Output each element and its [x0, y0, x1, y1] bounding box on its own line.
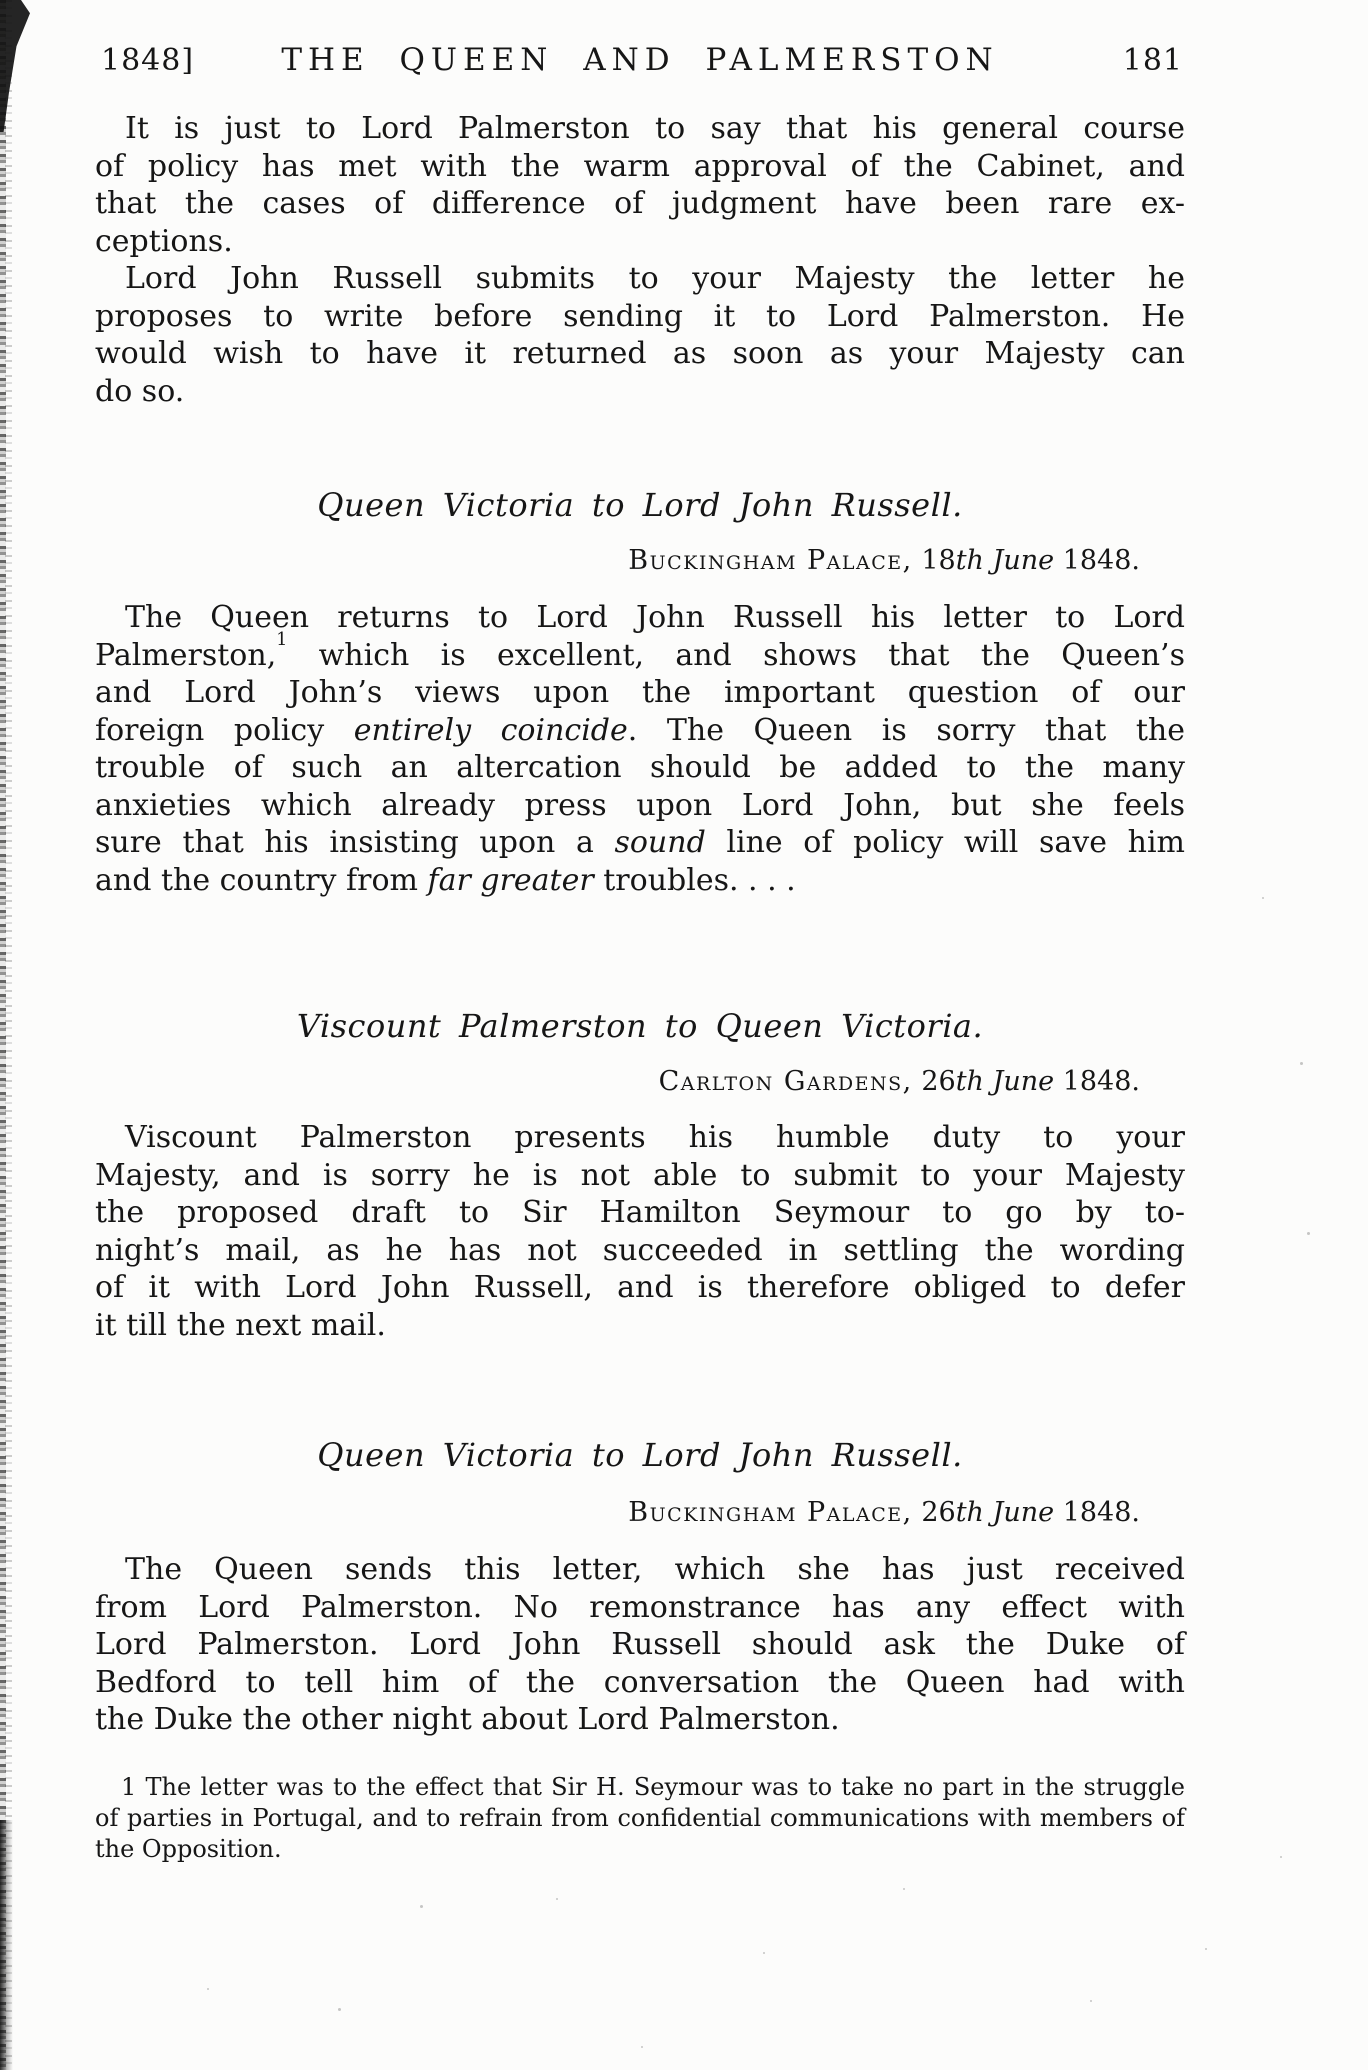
- scan-speckle: [1280, 1856, 1282, 1858]
- text-line: the Opposition.: [95, 1834, 282, 1863]
- text-line: the proposed draft to Sir Hamilton Seymour to go by to-: [95, 1195, 1185, 1230]
- text-line: It is just to Lord Palmerston to say that his general course: [125, 111, 1185, 146]
- letter-heading: Viscount Palmerston to Queen Victoria.: [296, 1007, 984, 1045]
- text-line: it till the next mail.: [95, 1307, 386, 1343]
- text-column: [95, 0, 1185, 1865]
- scan-corner-blot: [0, 0, 30, 132]
- scan-speckle: [207, 1988, 209, 1990]
- text-line: do so.: [95, 373, 185, 409]
- text-line: ceptions.: [95, 223, 233, 259]
- header-year: 1848]: [101, 43, 195, 78]
- text-line: of it with Lord John Russell, and is therefore obliged to defer: [95, 1270, 1185, 1305]
- text-line: Bedford to tell him of the conversation the Queen had with: [95, 1664, 1185, 1700]
- letter-section: [95, 483, 1185, 899]
- text-line: proposes to write before sending it to Lord Palmerston. He: [95, 298, 1185, 334]
- text-line: The Queen sends this letter, which she has just received: [125, 1552, 1185, 1587]
- text-line: and Lord John’s views upon the important question of our: [95, 675, 1185, 710]
- text-line: trouble of such an altercation should be added to the many: [95, 750, 1185, 785]
- text-line: the Duke the other night about Lord Palmerston.: [95, 1702, 840, 1737]
- text-line: Lord Palmerston. Lord John Russell should ask the Duke of: [95, 1627, 1185, 1662]
- text-line: Viscount Palmerston presents his humble duty to your: [125, 1120, 1185, 1155]
- text-line: foreign policy entirely coincide. The Queen is sorry that the: [95, 712, 1185, 748]
- running-header: [95, 42, 1185, 80]
- scan-speckle: [903, 1888, 905, 1890]
- letter-dateline: Buckingham Palace, 18th June 1848.: [628, 545, 1140, 576]
- text-line: night’s mail, as he has not succeeded in settling the wording: [95, 1232, 1185, 1268]
- text-line: would wish to have it returned as soon as your Majesty can: [95, 336, 1185, 371]
- scan-speckle: [556, 1898, 558, 1900]
- letter-paragraph: [95, 1551, 1185, 1739]
- text-line: Lord John Russell submits to your Majesty the letter he: [125, 261, 1185, 296]
- letter-section: [95, 1004, 1185, 1344]
- letter-dateline: Buckingham Palace, 26th June 1848.: [628, 1497, 1140, 1528]
- letter-paragraph: [95, 599, 1185, 899]
- letter-heading: Queen Victoria to Lord John Russell.: [317, 1436, 963, 1474]
- binding-shadow-light: [5, 0, 12, 2070]
- scan-speckle: [1307, 1232, 1310, 1235]
- scan-speckle: [641, 2046, 643, 2048]
- text-line: from Lord Palmerston. No remonstrance has any effect with: [95, 1589, 1185, 1625]
- header-page-number: 181: [1122, 43, 1183, 78]
- footnote: [95, 1772, 1185, 1865]
- text-line: 1 The letter was to the effect that Sir H. Seymour was to take no part in the struggle: [121, 1772, 1185, 1801]
- intro-paragraph: [95, 110, 1185, 260]
- text-line: of policy has met with the warm approval of the Cabinet, and: [95, 148, 1185, 184]
- letter-heading: Queen Victoria to Lord John Russell.: [317, 486, 963, 524]
- scan-speckle: [338, 2008, 341, 2011]
- letter-dateline: Carlton Gardens, 26th June 1848.: [658, 1066, 1140, 1097]
- text-line: sure that his insisting upon a sound line of policy will save him: [95, 825, 1185, 860]
- text-line: that the cases of difference of judgment have been rare ex-: [95, 186, 1185, 221]
- scan-speckle: [420, 1905, 423, 1908]
- scan-speckle: [1205, 1948, 1207, 1950]
- text-line: Majesty, and is sorry he is not able to submit to your Majesty: [95, 1157, 1185, 1193]
- scan-bottom-blot: [0, 1820, 13, 2070]
- text-line: and the country from far greater troubles. . . .: [95, 862, 796, 898]
- letter-paragraph: [95, 1119, 1185, 1344]
- header-title: THE QUEEN AND PALMERSTON: [281, 42, 999, 78]
- letter-section: [95, 1433, 1185, 1739]
- scan-speckle: [1262, 897, 1264, 899]
- scan-speckle: [1300, 1062, 1303, 1065]
- scan-speckle: [763, 1952, 765, 1954]
- text-line: Palmerston,$^1$ which is excellent, and shows that the Queen’s: [95, 629, 1185, 673]
- text-line: The Queen returns to Lord John Russell his letter to Lord: [125, 600, 1185, 635]
- intro-paragraph: [95, 260, 1185, 410]
- text-line: of parties in Portugal, and to refrain from confidential communications with members of: [95, 1803, 1185, 1832]
- text-line: anxieties which already press upon Lord John, but she feels: [95, 787, 1185, 823]
- scan-speckle: [1090, 2000, 1092, 2002]
